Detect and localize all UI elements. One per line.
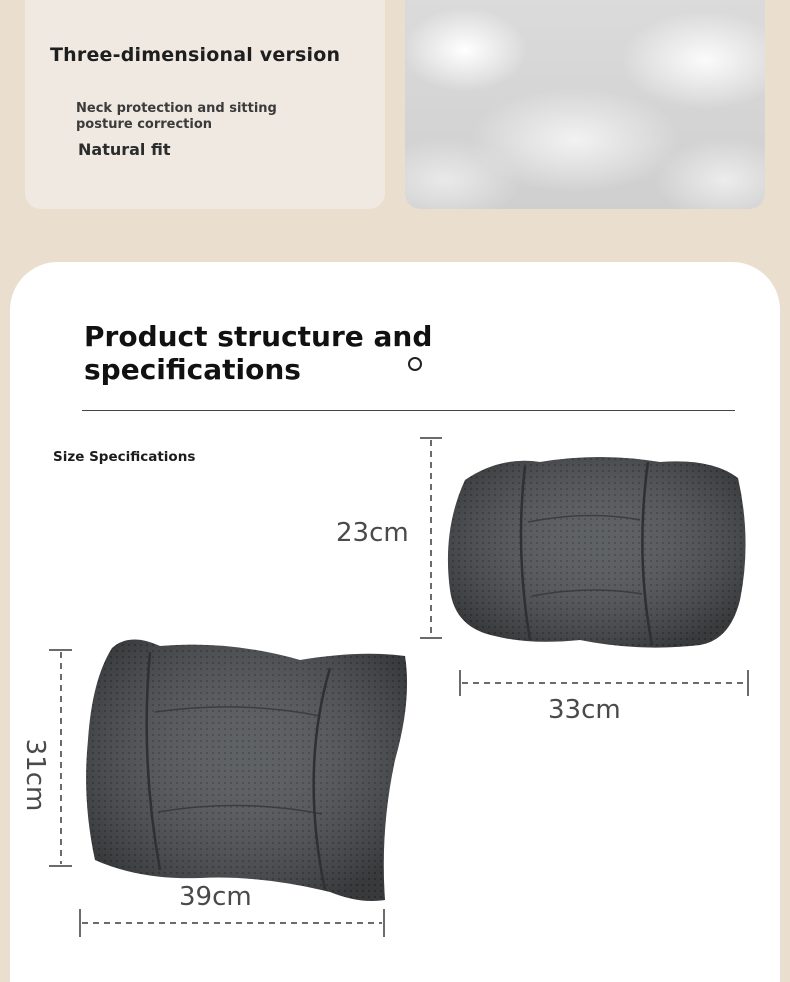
- lumbar-width-label: 39cm: [179, 882, 252, 912]
- neck-height-label: 23cm: [336, 518, 409, 548]
- feature-title: Three-dimensional version: [50, 44, 341, 66]
- feature-fit-label: Natural fit: [78, 140, 171, 159]
- neck-height-dimension-line: [420, 438, 442, 638]
- lumbar-pillow-image: [86, 639, 407, 901]
- lumbar-width-dimension-line: [80, 909, 384, 937]
- lumbar-height-label: 31cm: [20, 738, 50, 812]
- lumbar-height-dimension-line: [49, 650, 72, 866]
- size-specifications-label: Size Specifications: [53, 449, 196, 465]
- neck-pillow-image: [448, 457, 746, 648]
- section-title: Product structure and specifications: [84, 320, 433, 386]
- neck-width-label: 33cm: [548, 695, 621, 725]
- neck-width-dimension-line: [460, 670, 748, 696]
- feature-subtitle: Neck protection and sitting posture correction: [76, 101, 277, 132]
